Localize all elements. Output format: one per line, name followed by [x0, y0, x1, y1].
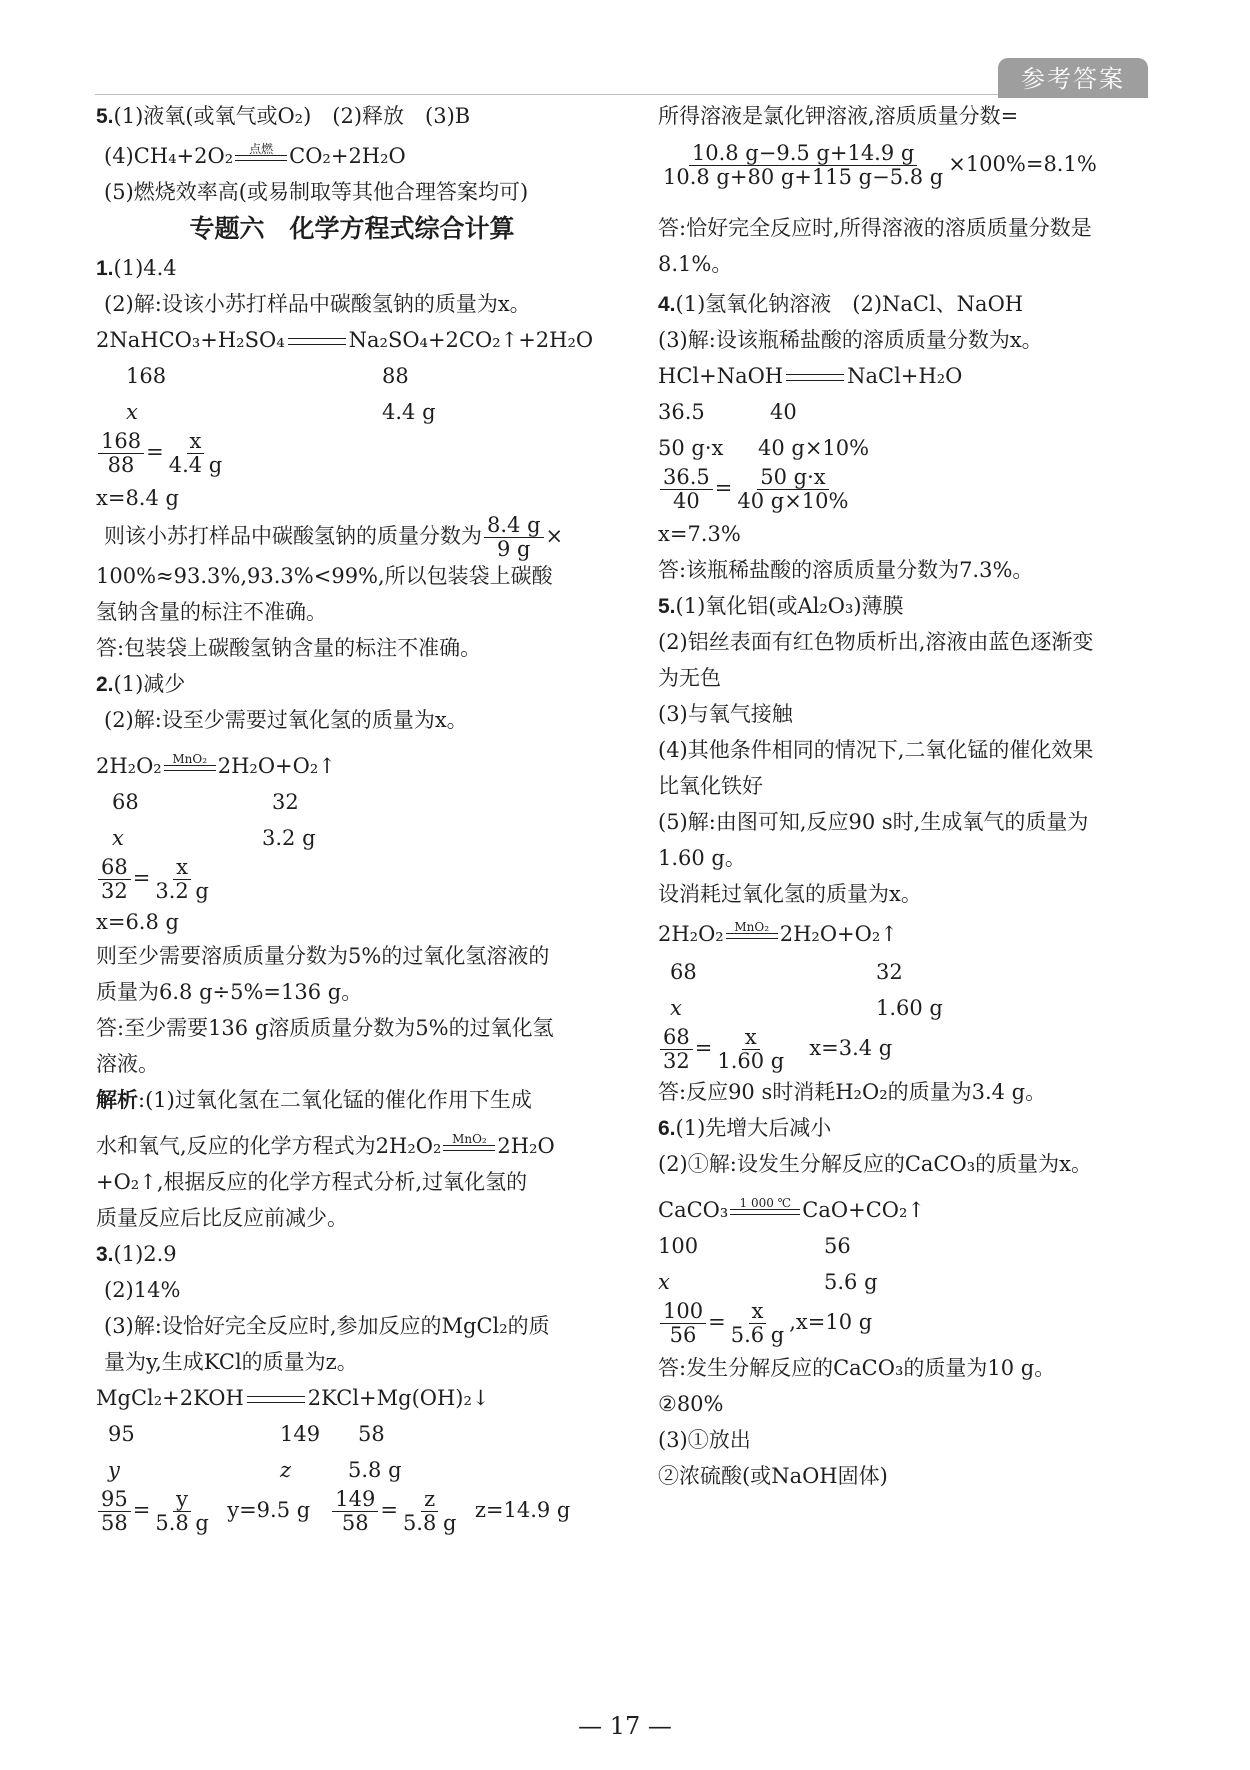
fraction [98, 430, 144, 477]
q4-ratio-b: 40 [770, 400, 797, 424]
q5r-line1 [658, 590, 904, 623]
r-answer1: 答:恰好完全反应时,所得溶液的溶质质量分数是 [658, 216, 1092, 240]
q5r-unknown-a: x [670, 996, 682, 1020]
numerator: 50 g·x [757, 466, 828, 490]
fraction [152, 856, 212, 903]
q6-line1 [658, 1112, 831, 1145]
section-heading: 专题六 化学方程式综合计算 [189, 214, 515, 243]
q3-result-y: y=9.5 g [227, 1498, 311, 1523]
q2-line2: (2)解:设至少需要过氧化氢的质量为x。 [104, 708, 468, 732]
q6-text1: (1)先增大后减小 [675, 1116, 832, 1140]
header-rule [95, 94, 1135, 95]
fraction [166, 430, 226, 477]
denominator: 56 [669, 1323, 697, 1348]
q4-text1: (1)氢氧化钠溶液 (2)NaCl、NaOH [675, 292, 1024, 316]
q2-ratio-a: 68 [112, 790, 139, 814]
fraction [484, 514, 544, 561]
denominator: 40 g×10% [737, 489, 849, 514]
q5-eq-left: (4)CH₄+2O₂ [104, 144, 234, 168]
times-sign: × [545, 524, 564, 549]
q1-equation [96, 324, 593, 356]
q5r-proportion: $\frac{68}{32}$ = $\frac{x}{1.60 g}$ x=3.4 g [658, 1026, 892, 1073]
q1-result: x=8.4 g [96, 486, 179, 510]
q1-number: 1. [96, 257, 114, 280]
q1-unknown-b: 4.4 g [382, 400, 436, 424]
analysis-text: :(1)过氧化氢在二氧化锰的催化作用下生成 [138, 1088, 532, 1112]
q5r-line4: (3)与氧气接触 [658, 702, 793, 726]
q5r-ratio-b: 32 [876, 960, 903, 984]
q5-number: 5. [96, 105, 114, 128]
fraction [660, 1300, 706, 1347]
q6-number: 6. [658, 1117, 676, 1140]
numerator: 168 [98, 430, 144, 454]
equals-bar [164, 765, 216, 771]
q4-proportion: $\frac{36.5}{40}$ = $\frac{50 g\cdot x}{40 g\times 10\%}$ [658, 466, 854, 513]
q2-analysis1 [96, 1084, 532, 1116]
denominator: 88 [107, 453, 135, 478]
q3-text1: (1)2.9 [113, 1242, 177, 1266]
q4-eq-left: HCl+NaOH [658, 364, 784, 388]
q5r-eq-right: 2H₂O+O₂↑ [779, 922, 898, 946]
denominator: 5.8 g [155, 1511, 209, 1536]
q1-answer: 答:包装袋上碳酸氢钠含量的标注不准确。 [96, 636, 482, 660]
q6-condition: 1 000 ℃ [739, 1195, 792, 1210]
q4-unknown-b: 40 g×10% [758, 436, 870, 460]
q5r-line5: (4)其他条件相同的情况下,二氧化锰的催化效果 [658, 738, 1094, 762]
fraction [400, 1488, 460, 1535]
q3-line3: (3)解:设恰好完全反应时,参加反应的MgCl₂的质 [104, 1314, 550, 1338]
q2-condition: MnO₂ [172, 751, 208, 766]
q6-unknown-b: 5.6 g [824, 1270, 878, 1294]
q5r-line8: 1.60 g。 [658, 846, 746, 870]
q6-ratio-b: 56 [824, 1234, 851, 1258]
q3-eq-right: 2KCl+Mg(OH)₂↓ [307, 1386, 490, 1410]
q4-result: x=7.3% [658, 522, 741, 546]
q1-line2: (2)解:设该小苏打样品中碳酸氢钠的质量为x。 [104, 292, 531, 316]
denominator: 40 [673, 489, 700, 514]
denominator: 9 g [497, 537, 531, 562]
q5-line2 [104, 140, 406, 172]
q1-ratio-b: 88 [382, 364, 409, 388]
r-answer2: 8.1%。 [658, 252, 733, 276]
equals-bar [726, 933, 778, 939]
q1-unknown-a: x [126, 400, 138, 424]
q2-line4: 质量为6.8 g÷5%=136 g。 [96, 980, 363, 1004]
fraction [152, 1488, 212, 1535]
q3-number: 3. [96, 1243, 114, 1266]
r-line1: 所得溶液是氯化钾溶液,溶质质量分数= [658, 104, 1019, 128]
q5-line3: (5)燃烧效率高(或易制取等其他合理答案均可) [104, 180, 529, 204]
r-percent-result: ×100%=8.1% [948, 152, 1097, 177]
numerator: y [173, 1488, 191, 1512]
q5r-line7: (5)解:由图可知,反应90 s时,生成氧气的质量为 [658, 810, 1089, 834]
q2-equation [96, 750, 336, 782]
q5-eq-right: CO₂+2H₂O [289, 144, 406, 168]
q3-line1 [96, 1238, 177, 1271]
r-fraction-line [658, 142, 1097, 189]
numerator: x [749, 1300, 767, 1324]
q5r-line2: (2)铝丝表面有红色物质析出,溶液由蓝色逐渐变 [658, 630, 1094, 654]
numerator: x [173, 856, 191, 880]
numerator: 36.5 [660, 466, 713, 490]
q6-line6: ②浓硫酸(或NaOH固体) [658, 1464, 888, 1488]
equals-bar [235, 155, 287, 161]
q4-unknown-a: 50 g·x [658, 436, 724, 460]
numerator: z [421, 1488, 438, 1512]
fraction [728, 1300, 788, 1347]
denominator: 58 [341, 1511, 369, 1536]
q2-unknown-b: 3.2 g [262, 826, 316, 850]
q1-proportion: $\frac{168}{88}$ = $\frac{x}{4.4 g}$ [96, 430, 227, 477]
numerator: 68 [98, 856, 131, 880]
q1-text3: 则该小苏打样品中碳酸氢钠的质量分数为 [104, 524, 482, 549]
q3-unknown-a: y [108, 1458, 120, 1482]
analysis-condition: MnO₂ [452, 1131, 487, 1146]
q3-equation [96, 1382, 490, 1414]
q2-answer1: 答:至少需要136 g溶质质量分数为5%的过氧化氢 [96, 1016, 554, 1040]
numerator: 95 [98, 1488, 131, 1512]
q2-eq-right: 2H₂O+O₂↑ [217, 754, 336, 778]
analysis-text: 水和氧气,反应的化学方程式为2H₂O₂ [96, 1134, 442, 1158]
q3-proportions: $\frac{95}{58}$ = $\frac{y}{5.8 g}$ y=9.5 g $\frac{149}{58}$ = $\frac{z}{5.8 g}$ z=14.9 g [96, 1488, 570, 1535]
page-number: — 17 — [578, 1712, 672, 1740]
q2-eq-left: 2H₂O₂ [96, 754, 162, 778]
q4-ratio-a: 36.5 [658, 400, 705, 424]
q6-line4: ②80% [658, 1392, 724, 1416]
q1-line3 [104, 514, 563, 561]
equals-bar [730, 1209, 800, 1215]
fraction [660, 466, 713, 513]
q5-text1: (1)液氧(或氧气或O₂) (2)释放 (3)B [113, 104, 471, 128]
q6-condition-sign [730, 1197, 800, 1215]
q5r-line6: 比氧化铁好 [658, 774, 763, 798]
numerator: 10.8 g−9.5 g+14.9 g [689, 142, 917, 166]
q2-analysis4: 质量反应后比反应前减少。 [96, 1206, 348, 1230]
equals-bar [247, 1396, 305, 1403]
numerator: 68 [660, 1026, 693, 1050]
q2-line3: 则至少需要溶质质量分数为5%的过氧化氢溶液的 [96, 944, 550, 968]
q5r-unknown-b: 1.60 g [876, 996, 943, 1020]
q5r-condition-sign [726, 921, 778, 939]
equals-bar [288, 338, 346, 345]
q6-eq-right: CaO+CO₂↑ [802, 1198, 925, 1222]
q6-line2: (2)①解:设发生分解反应的CaCO₃的质量为x。 [658, 1152, 1092, 1176]
q5r-line3: 为无色 [658, 666, 721, 690]
q2-line1 [96, 668, 185, 701]
q5r-eq-left: 2H₂O₂ [658, 922, 724, 946]
q3-ratio-c: 58 [358, 1422, 385, 1446]
fraction [98, 856, 131, 903]
q4-eq-right: NaCl+H₂O [847, 364, 963, 388]
fraction [660, 142, 946, 189]
q5r-number: 5. [658, 595, 676, 618]
denominator: 1.60 g [717, 1049, 785, 1074]
denominator: 4.4 g [168, 453, 223, 478]
q6-line5: (3)①放出 [658, 1428, 751, 1452]
analysis-label: 解析 [96, 1087, 138, 1112]
q6-proportion: $\frac{100}{56}$ = $\frac{x}{5.6 g}$ ,x=10 g [658, 1300, 872, 1347]
analysis-condition-sign [443, 1133, 495, 1151]
q2-ratio-b: 32 [272, 790, 299, 814]
q2-condition-sign [164, 753, 216, 771]
q2-proportion: $\frac{68}{32}$ = $\frac{x}{3.2 g}$ [96, 856, 214, 903]
denominator: 5.8 g [402, 1511, 457, 1536]
q1-text1: (1)4.4 [113, 256, 177, 280]
q2-unknown-a: x [112, 826, 124, 850]
numerator: 149 [332, 1488, 378, 1512]
q4-line2: (3)解:设该瓶稀盐酸的溶质质量分数为x。 [658, 328, 1043, 352]
q5-condition: 点燃 [249, 141, 274, 156]
fraction [714, 1026, 787, 1073]
equals-bar [443, 1145, 495, 1151]
numerator: x [187, 430, 205, 454]
analysis-text: 2H₂O [497, 1134, 555, 1158]
numerator: 100 [660, 1300, 706, 1324]
q3-result-z: z=14.9 g [474, 1498, 571, 1523]
numerator: x [742, 1026, 760, 1050]
denominator: 3.2 g [155, 879, 209, 904]
q6-equation [658, 1194, 925, 1226]
fraction [660, 1026, 693, 1073]
q5r-condition: MnO₂ [734, 919, 770, 934]
q5r-text1: (1)氧化铝(或Al₂O₃)薄膜 [675, 594, 904, 618]
q5r-line9: 设消耗过氧化氢的质量为x。 [658, 882, 922, 906]
q6-ratio-a: 100 [658, 1234, 699, 1258]
q6-eq-left: CaCO₃ [658, 1198, 729, 1222]
q2-number: 2. [96, 673, 114, 696]
q2-text1: (1)减少 [113, 672, 186, 696]
q5-line1 [96, 100, 470, 133]
q6-answer: 答:发生分解反应的CaCO₃的质量为10 g。 [658, 1356, 1056, 1380]
denominator: 10.8 g+80 g+115 g−5.8 g [663, 165, 944, 190]
q5-condition-sign [235, 143, 287, 161]
q1-line1 [96, 252, 177, 285]
q3-line4: 量为y,生成KCl的质量为z。 [104, 1350, 358, 1374]
q2-answer2: 溶液。 [96, 1052, 159, 1076]
denominator: 58 [101, 1511, 128, 1536]
q6-unknown-a: x [658, 1270, 670, 1294]
q2-result: x=6.8 g [96, 910, 179, 934]
q1-line4: 100%≈93.3%,93.3%<99%,所以包装袋上碳酸 [96, 564, 553, 588]
q1-ratio-a: 168 [126, 364, 167, 388]
numerator: 8.4 g [484, 514, 544, 538]
denominator: 32 [663, 1049, 690, 1074]
q3-eq-left: MgCl₂+2KOH [96, 1386, 244, 1410]
q5r-ratio-a: 68 [670, 960, 697, 984]
denominator: 32 [101, 879, 128, 904]
fraction [332, 1488, 378, 1535]
q6-result: ,x=10 g [789, 1310, 873, 1335]
q3-ratio-b: 149 [280, 1422, 321, 1446]
q1-eq-left: 2NaHCO₃+H₂SO₄ [96, 328, 285, 352]
q1-line5: 氢钠含量的标注不准确。 [96, 600, 327, 624]
q4-equation [658, 360, 962, 392]
q4-answer: 答:该瓶稀盐酸的溶质质量分数为7.3%。 [658, 558, 1034, 582]
q2-analysis3: +O₂↑,根据反应的化学方程式分析,过氧化氢的 [96, 1170, 528, 1194]
q5r-equation [658, 918, 898, 950]
q4-line1 [658, 288, 1023, 321]
q3-ratio-a: 95 [108, 1422, 135, 1446]
equals-bar [786, 374, 844, 381]
denominator: 5.6 g [730, 1323, 785, 1348]
q4-number: 4. [658, 293, 676, 316]
q5r-result: x=3.4 g [809, 1036, 893, 1061]
q3-unknown-b: z [280, 1458, 292, 1482]
fraction [98, 1488, 131, 1535]
q2-analysis2 [96, 1130, 555, 1162]
q5r-answer: 答:反应90 s时消耗H₂O₂的质量为3.4 g。 [658, 1080, 1047, 1104]
q3-line2: (2)14% [104, 1278, 181, 1302]
q3-unknown-c: 5.8 g [348, 1458, 402, 1482]
header-tab: 参考答案 [998, 58, 1148, 98]
q1-eq-right: Na₂SO₄+2CO₂↑+2H₂O [348, 328, 594, 352]
fraction [734, 466, 851, 513]
